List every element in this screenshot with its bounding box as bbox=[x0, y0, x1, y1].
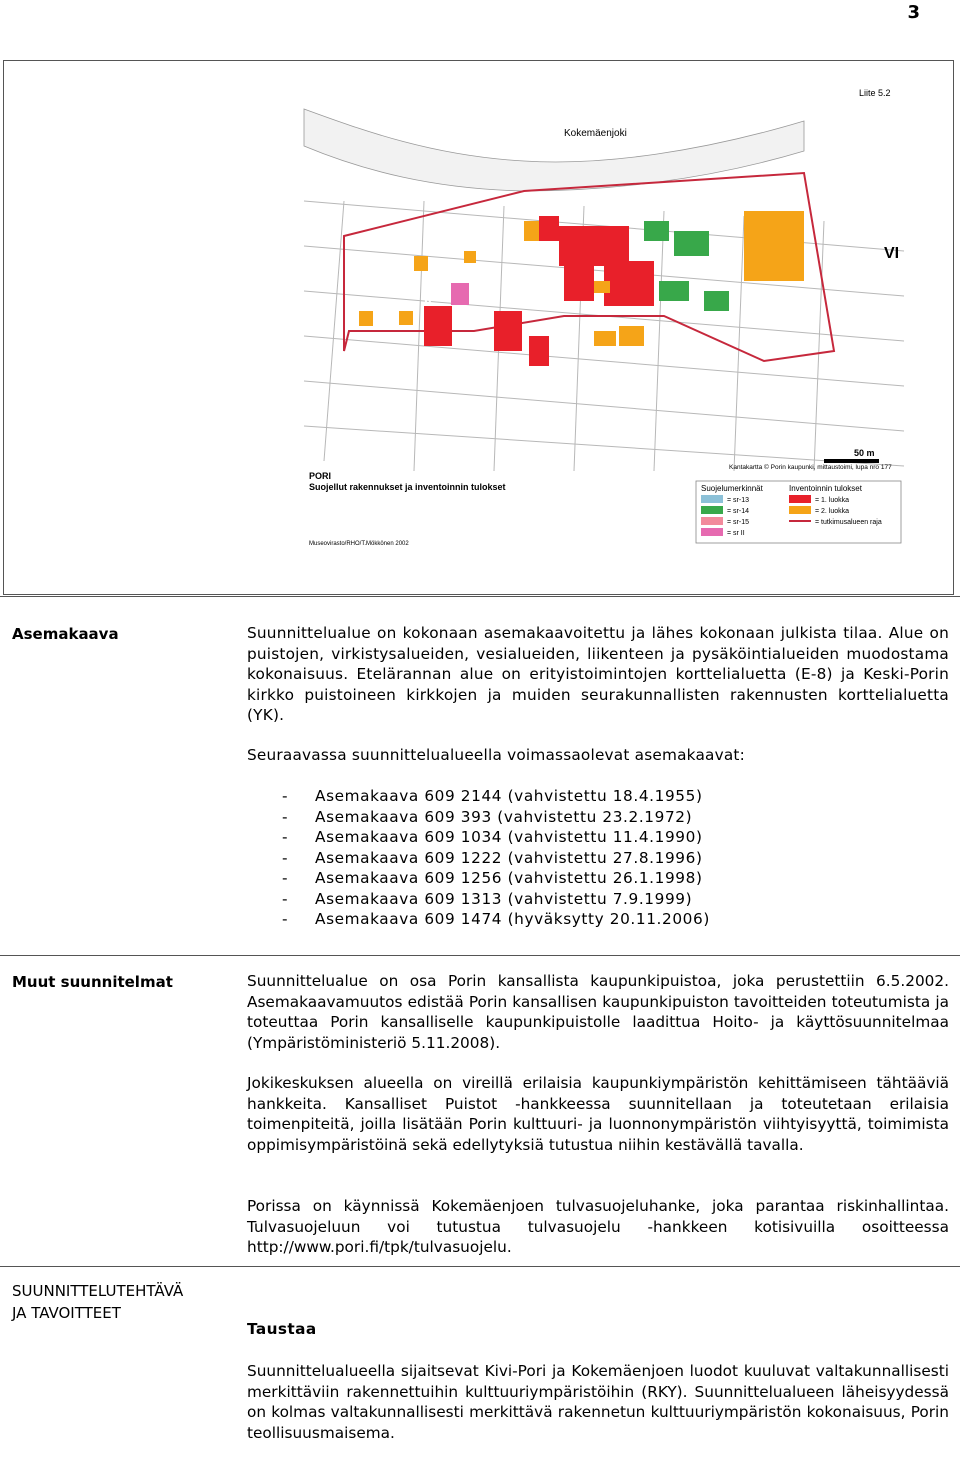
label-line: SUUNNITTELUTEHTÄVÄ bbox=[12, 1282, 184, 1300]
legend-item: = sr-15 bbox=[727, 519, 749, 526]
muut-paragraph-1: Suunnittelualue on osa Porin kansallista kaupunkipuistoa, joka perustettiin 6.5.2002. Asemakaavamuutos edistää Porin kansallisen kaupunkipuiston tavoitteiden toteutumista ja toteuttaa Porin kansalliselle kaupunkipuistolle laadittua Hoito- ja käyttösuunnitelmaa (Ympäristöministeriö 5.11.2008). bbox=[247, 972, 949, 1052]
tehtava-paragraph-1: Suunnittelualueella sijaitsevat Kivi-Pori ja Kokemäenjoen luodot kuuluvat valtakunnallisesti merkittäviin rakennettuihin kulttuuriympäristöihin (RKY). Suunnittelualueen läheisyydessä on kolmas valtakunnallisesti merkittävä rakennetun kulttuuriympäristön kokonaisuus, Porin teollisuusmaisema. bbox=[247, 1362, 949, 1442]
city-map bbox=[4, 61, 953, 594]
divider bbox=[0, 596, 960, 597]
legend-item: = tutkimusalueen raja bbox=[815, 519, 882, 526]
heading-taustaa: Taustaa bbox=[247, 1320, 317, 1338]
muut-paragraph-3: Porissa on käynnissä Kokemäenjoen tulvasuojeluhanke, joka parantaa riskinhallintaa. Tulvasuojeluun voi tutustua tulvasuojelu -hankkeen kotisivuilla osoitteessa http://www.pori.fi/tpk/tulvasuojelu. bbox=[247, 1197, 949, 1256]
legend-item: = 1. luokka bbox=[815, 497, 850, 504]
map-credit: Museovirasto/RHO/T.Mökkönen 2002 bbox=[309, 541, 409, 547]
plan-item: - Asemakaava 609 393 (vahvistettu 23.2.1972) bbox=[282, 807, 710, 828]
river-label: Kokemäenjoki bbox=[564, 128, 627, 139]
scale-label: 50 m bbox=[854, 448, 875, 458]
legend-item: = sr II bbox=[727, 530, 745, 537]
plan-item: - Asemakaava 609 1474 (hyväksytty 20.11.2006) bbox=[282, 909, 710, 930]
plan-item: - Asemakaava 609 1034 (vahvistettu 11.4.1990) bbox=[282, 827, 710, 848]
district-ii: II bbox=[424, 293, 432, 309]
appendix-label: Liite 5.2 bbox=[859, 88, 891, 98]
map-subtitle: Suojellut rakennukset ja inventoinnin tulokset bbox=[309, 482, 506, 492]
plans-list bbox=[282, 786, 710, 930]
legend-item: = sr-14 bbox=[727, 508, 749, 515]
legend-header-1: Suojelumerkinnät bbox=[701, 484, 763, 493]
divider bbox=[0, 955, 960, 956]
label-line: JA TAVOITTEET bbox=[12, 1304, 121, 1322]
scale-bar bbox=[824, 459, 879, 463]
map-copyright: Kantakartta © Porin kaupunki, mittaustoimi, lupa nro 177 bbox=[729, 464, 892, 471]
plan-item: - Asemakaava 609 1313 (vahvistettu 7.9.1999) bbox=[282, 889, 710, 910]
legend-item: = sr-13 bbox=[727, 497, 749, 504]
legend-header-2: Inventoinnin tulokset bbox=[789, 484, 862, 493]
label-suunnittelutehtava bbox=[12, 1280, 183, 1324]
district-vi: VI bbox=[884, 245, 900, 262]
map-figure bbox=[3, 60, 954, 595]
page-number: 3 bbox=[907, 2, 920, 23]
label-asemakaava: Asemakaava bbox=[12, 625, 119, 643]
muut-paragraph-2: Jokikeskuksen alueella on vireillä erilaisia kaupunkiympäristön kehittämiseen tähtääviä hankkeita. Kansalliset Puistot -hankkeessa suunnitellaan ja toteutetaan erilaisia toimenpiteitä, joilla lisätään Porin kulttuuri- ja luonnonympäristön viihtyisyyttä, toimimista oppimisympäristöinä sekä edellytyksiä tutustua niihin kestävällä tavalla. bbox=[247, 1074, 949, 1154]
asemakaava-paragraph-1: Suunnittelualue on kokonaan asemakaavoitettu ja lähes kokonaan julkista tilaa. Alue on puistojen, virkistysalueiden, vesialueiden, liikenteen ja pysäköintialueiden muodostama kokonaisuus. Etelärannan alue on erityistoimintojen korttelialuetta (E-8) ja Keski-Porin kirkko puistoineen kirkkojen ja muiden seurakunnallisten rakennusten korttelialuetta (YK). bbox=[247, 624, 949, 724]
map-legend bbox=[696, 481, 901, 543]
legend-item: = 2. luokka bbox=[815, 508, 850, 515]
label-muut-suunnitelmat: Muut suunnitelmat bbox=[12, 973, 173, 991]
map-title: PORI bbox=[309, 471, 332, 481]
plan-item: - Asemakaava 609 1222 (vahvistettu 27.8.1996) bbox=[282, 848, 710, 869]
plan-item: - Asemakaava 609 2144 (vahvistettu 18.4.1955) bbox=[282, 786, 710, 807]
divider bbox=[0, 1266, 960, 1267]
asemakaava-paragraph-2: Seuraavassa suunnittelualueella voimassaolevat asemakaavat: bbox=[247, 746, 745, 764]
plan-item: - Asemakaava 609 1256 (vahvistettu 26.1.1998) bbox=[282, 868, 710, 889]
